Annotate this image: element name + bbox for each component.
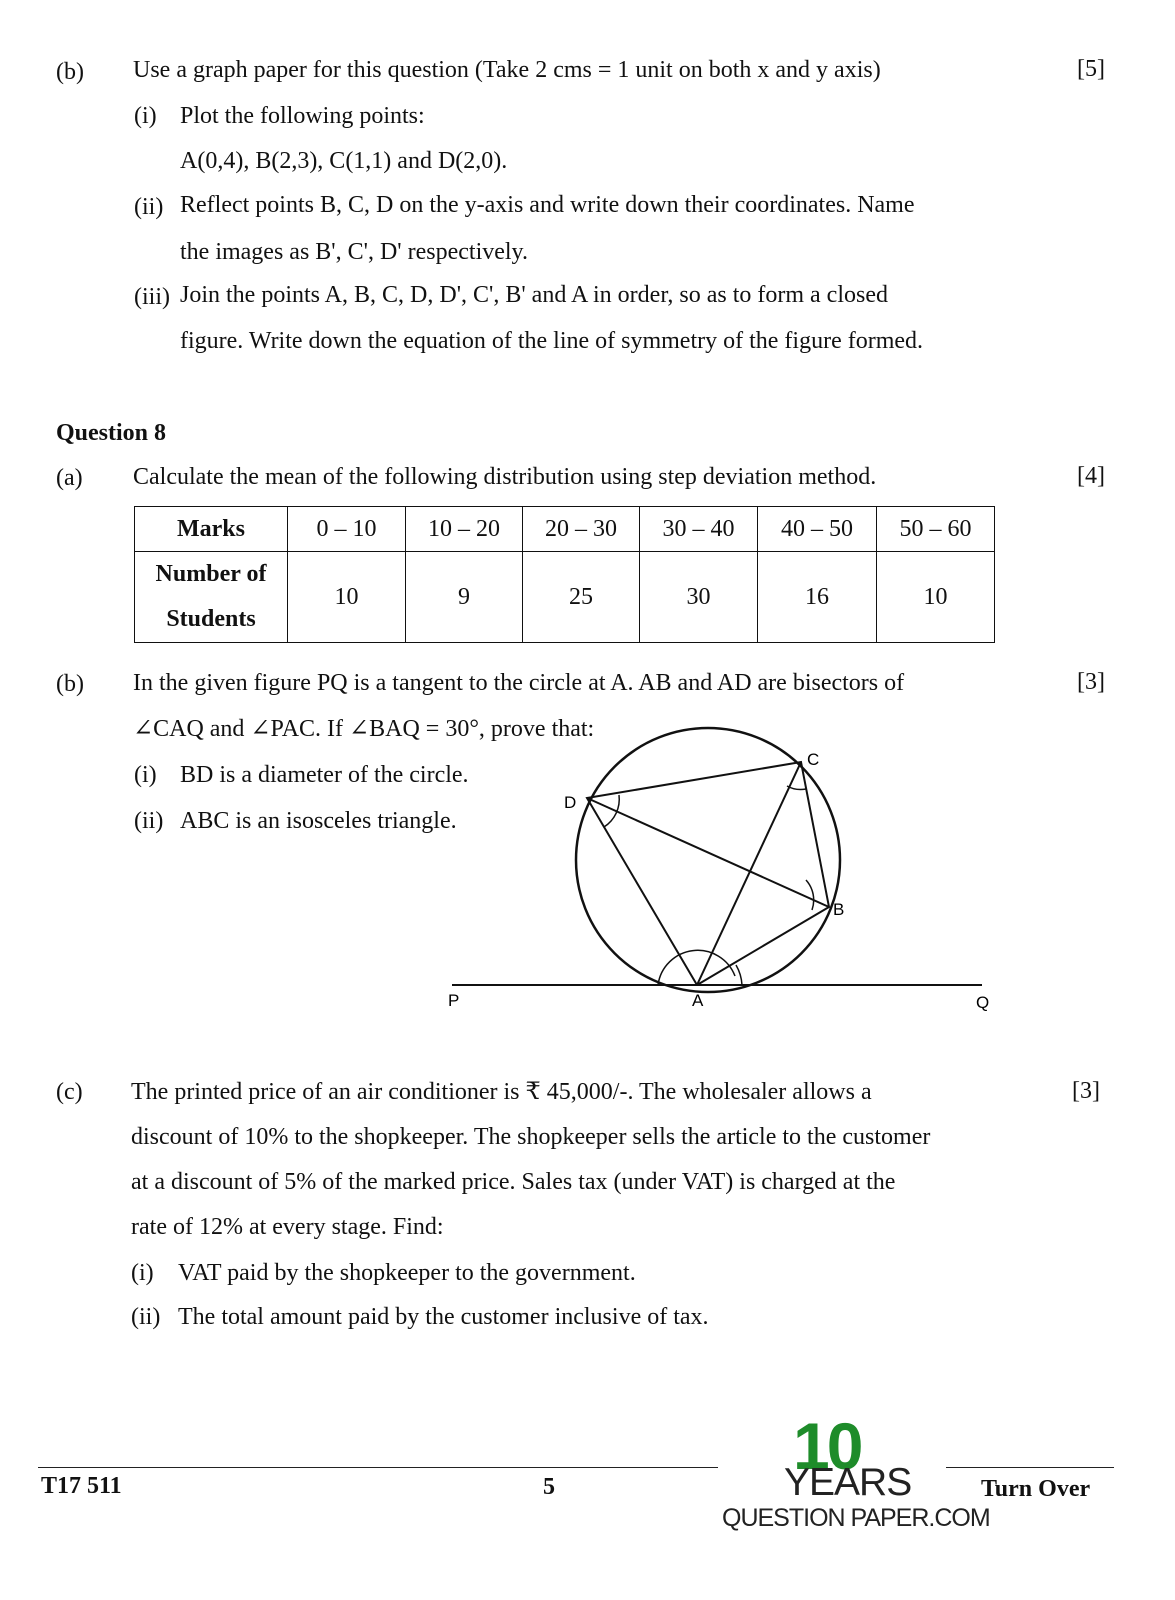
logo-years: YEARS [784, 1461, 912, 1504]
q8a-text: Calculate the mean of the following distribution using step deviation method. [133, 464, 877, 490]
label-d: D [564, 793, 577, 812]
part-7b-ii-num: (ii) [134, 194, 164, 220]
part-7b-marks: [5] [1077, 56, 1105, 82]
q8b-ii-text: ABC is an isosceles triangle. [180, 808, 457, 834]
marks-header: Marks [135, 507, 288, 552]
class-interval: 30 – 40 [640, 507, 758, 552]
class-interval: 50 – 60 [877, 507, 995, 552]
footer-rule-right [946, 1467, 1114, 1468]
q8c-line4: rate of 12% at every stage. Find: [131, 1214, 444, 1240]
q8c-i-text: VAT paid by the shopkeeper to the government. [178, 1260, 636, 1286]
q8b-line2: ∠CAQ and ∠PAC. If ∠BAQ = 30°, prove that: [133, 716, 595, 742]
page-number: 5 [543, 1474, 555, 1500]
q8b-i-text: BD is a diameter of the circle. [180, 762, 469, 788]
class-interval: 10 – 20 [406, 507, 523, 552]
student-count: 10 [288, 552, 406, 643]
label-c: C [807, 750, 820, 769]
footer-rule-left [38, 1467, 718, 1468]
q8c-ii-text: The total amount paid by the customer inclusive of tax. [178, 1304, 709, 1330]
paper-code: T17 511 [41, 1473, 122, 1499]
label-b: B [833, 900, 845, 919]
class-interval: 20 – 30 [523, 507, 640, 552]
angle-mark-b [806, 880, 814, 910]
label-a: A [692, 991, 704, 1010]
class-interval: 40 – 50 [758, 507, 877, 552]
q8a-marks: [4] [1077, 463, 1105, 489]
part-7b-label: (b) [56, 59, 84, 85]
q8c-ii-num: (ii) [131, 1304, 161, 1330]
label-q: Q [976, 993, 990, 1012]
q8c-line3: at a discount of 5% of the marked price. Sales tax (under VAT) is charged at the [131, 1169, 896, 1195]
chord-ac [697, 762, 801, 985]
angle-mark-a [658, 950, 735, 985]
logo-site: QUESTION PAPER.COM [722, 1504, 990, 1532]
turn-over: Turn Over [981, 1476, 1091, 1502]
student-count: 30 [640, 552, 758, 643]
student-count: 9 [406, 552, 523, 643]
logo-number: 10 [793, 1409, 861, 1483]
angle-mark-baq [736, 965, 742, 985]
q8b-marks: [3] [1077, 669, 1105, 695]
students-header-line1: Number of [155, 561, 267, 587]
q8c-i-num: (i) [131, 1260, 154, 1286]
question-8-title: Question 8 [56, 420, 167, 446]
part-7b-stem: Use a graph paper for this question (Take 2 cms = 1 unit on both x and y axis) [133, 57, 881, 83]
part-7b-iii-line2: figure. Write down the equation of the line of symmetry of the figure formed. [180, 328, 924, 354]
class-interval: 0 – 10 [288, 507, 406, 552]
q8b-i-num: (i) [134, 762, 157, 788]
q8b-line1: In the given figure PQ is a tangent to the circle at A. AB and AD are bisectors of [133, 670, 905, 696]
q8c-line2: discount of 10% to the shopkeeper. The shopkeeper sells the article to the customer [131, 1124, 931, 1150]
q8b-label: (b) [56, 671, 84, 697]
angle-mark-d [604, 795, 619, 827]
part-7b-i-points: A(0,4), B(2,3), C(1,1) and D(2,0). [180, 148, 508, 174]
students-header-line2: Students [166, 606, 256, 632]
part-7b-iii-num: (iii) [134, 284, 170, 310]
student-count: 10 [877, 552, 995, 643]
part-7b-i-text: Plot the following points: [180, 103, 425, 129]
circle [576, 728, 840, 992]
part-7b-i-num: (i) [134, 103, 157, 129]
q8a-label: (a) [56, 465, 83, 491]
q8c-marks: [3] [1072, 1078, 1100, 1104]
student-count: 16 [758, 552, 877, 643]
part-7b-ii-line1: Reflect points B, C, D on the y-axis and write down their coordinates. Name [180, 192, 915, 218]
chord-bd [587, 798, 829, 907]
q8c-label: (c) [56, 1079, 83, 1105]
student-count: 25 [523, 552, 640, 643]
label-p: P [448, 991, 460, 1010]
part-7b-iii-line1: Join the points A, B, C, D, D', C', B' and A in order, so as to form a closed [180, 282, 888, 308]
q8b-ii-num: (ii) [134, 808, 164, 834]
part-7b-ii-line2: the images as B', C', D' respectively. [180, 239, 528, 265]
q8c-line1: The printed price of an air conditioner is ₹ 45,000/-. The wholesaler allows a [131, 1079, 872, 1105]
